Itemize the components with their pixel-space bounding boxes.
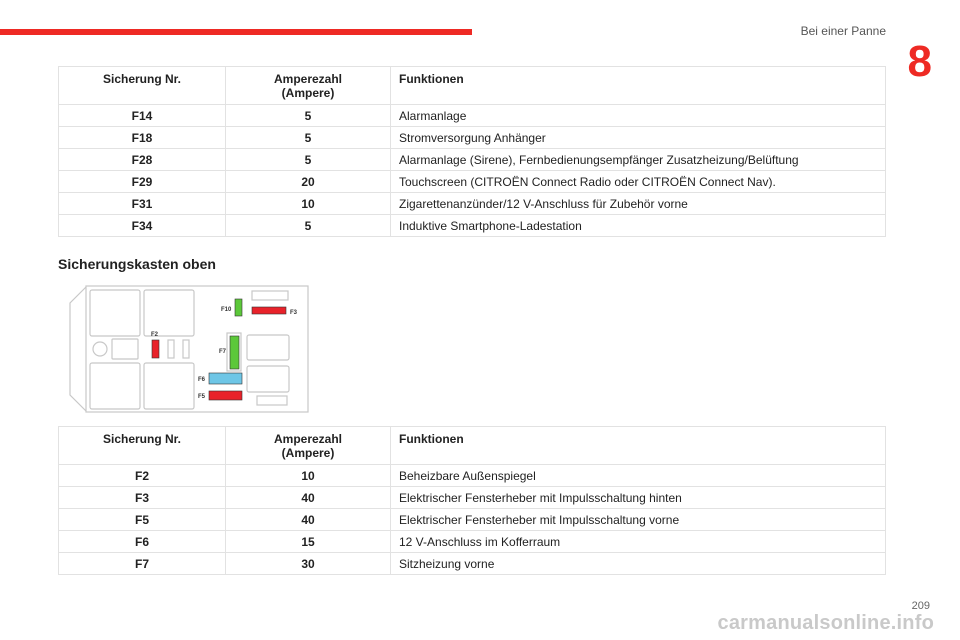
table-row xyxy=(59,531,886,553)
table-row xyxy=(59,127,886,149)
amps-cell: 10 xyxy=(226,193,391,215)
function-cell: 12 V-Anschluss im Kofferraum xyxy=(391,531,886,553)
fuse-table-2 xyxy=(58,426,886,575)
fuse-cell: F29 xyxy=(59,171,226,193)
function-cell: Sitzheizung vorne xyxy=(391,553,886,575)
amps-cell: 5 xyxy=(226,215,391,237)
page-header-title: Bei einer Panne xyxy=(800,24,886,38)
fuse-slot-empty-4 xyxy=(257,396,287,405)
function-cell: Elektrischer Fensterheber mit Impulsschaltung vorne xyxy=(391,509,886,531)
fuse-cell: F18 xyxy=(59,127,226,149)
fuse-cell: F3 xyxy=(59,487,226,509)
column-header-amps: Amperezahl (Ampere) xyxy=(226,427,391,465)
fuse-box-diagram xyxy=(64,283,314,415)
table-row xyxy=(59,553,886,575)
amps-cell: 5 xyxy=(226,127,391,149)
small-relay-left xyxy=(112,339,138,359)
label-f6: F6 xyxy=(198,377,206,383)
relay-right-bottom xyxy=(247,366,289,392)
label-f10: F10 xyxy=(221,307,232,313)
table-header-row xyxy=(59,427,886,465)
relay-top-middle xyxy=(144,290,194,336)
fuse-cell: F6 xyxy=(59,531,226,553)
fuse-f7 xyxy=(230,336,239,369)
function-cell: Alarmanlage xyxy=(391,105,886,127)
fuse-cell: F7 xyxy=(59,553,226,575)
relay-top-left xyxy=(90,290,140,336)
amps-cell: 5 xyxy=(226,149,391,171)
table-row xyxy=(59,215,886,237)
amps-cell: 5 xyxy=(226,105,391,127)
fuse-slot-empty-1 xyxy=(168,340,174,358)
fuse-f3 xyxy=(252,307,286,314)
table-row xyxy=(59,465,886,487)
fuse-cell: F2 xyxy=(59,465,226,487)
function-cell: Beheizbare Außenspiegel xyxy=(391,465,886,487)
table-row xyxy=(59,171,886,193)
table-header-row xyxy=(59,67,886,105)
table-row xyxy=(59,149,886,171)
label-f2: F2 xyxy=(151,332,159,338)
fuse-cell: F14 xyxy=(59,105,226,127)
fuse-box-outline xyxy=(86,286,308,412)
function-cell: Zigarettenanzünder/12 V-Anschluss für Zubehör vorne xyxy=(391,193,886,215)
column-header-amps: Amperezahl (Ampere) xyxy=(226,67,391,105)
table-row xyxy=(59,487,886,509)
fuse-cell: F28 xyxy=(59,149,226,171)
function-cell: Stromversorgung Anhänger xyxy=(391,127,886,149)
amps-cell: 40 xyxy=(226,487,391,509)
fuse-box-svg xyxy=(64,283,314,415)
amps-cell: 20 xyxy=(226,171,391,193)
column-header-functions: Funktionen xyxy=(391,67,886,105)
amps-cell: 10 xyxy=(226,465,391,487)
function-cell: Induktive Smartphone-Ladestation xyxy=(391,215,886,237)
function-cell: Elektrischer Fensterheber mit Impulsschaltung hinten xyxy=(391,487,886,509)
label-f3: F3 xyxy=(290,310,298,316)
fuse-cell: F5 xyxy=(59,509,226,531)
watermark: carmanualsonline.info xyxy=(717,612,934,634)
relay-right-top xyxy=(247,335,289,360)
table-row xyxy=(59,105,886,127)
table-row xyxy=(59,509,886,531)
fuse-table-1 xyxy=(58,66,886,237)
table-row xyxy=(59,193,886,215)
fuse-f10 xyxy=(235,299,242,316)
fuse-f2 xyxy=(152,340,159,358)
header-red-bar xyxy=(0,29,472,35)
column-header-functions: Funktionen xyxy=(391,427,886,465)
amps-cell: 15 xyxy=(226,531,391,553)
amps-cell: 40 xyxy=(226,509,391,531)
fuse-slot-empty-2 xyxy=(183,340,189,358)
mounting-hole xyxy=(93,342,107,356)
column-header-fuse: Sicherung Nr. xyxy=(59,427,226,465)
page-number: 209 xyxy=(911,600,930,612)
amps-cell: 30 xyxy=(226,553,391,575)
section-heading: Sicherungskasten oben xyxy=(58,256,216,272)
label-f7: F7 xyxy=(219,349,227,355)
column-header-fuse: Sicherung Nr. xyxy=(59,67,226,105)
fuse-cell: F34 xyxy=(59,215,226,237)
function-cell: Touchscreen (CITROËN Connect Radio oder CITROËN Connect Nav). xyxy=(391,171,886,193)
function-cell: Alarmanlage (Sirene), Fernbedienungsempfänger Zusatzheizung/Belüftung xyxy=(391,149,886,171)
fuse-slot-empty-3 xyxy=(252,291,288,300)
fuse-cell: F31 xyxy=(59,193,226,215)
chapter-number: 8 xyxy=(907,37,932,86)
fuse-box-left-tab xyxy=(70,287,86,411)
fuse-f6 xyxy=(209,373,242,384)
relay-bottom-middle xyxy=(144,363,194,409)
relay-bottom-left xyxy=(90,363,140,409)
fuse-f5 xyxy=(209,391,242,400)
label-f5: F5 xyxy=(198,394,206,400)
